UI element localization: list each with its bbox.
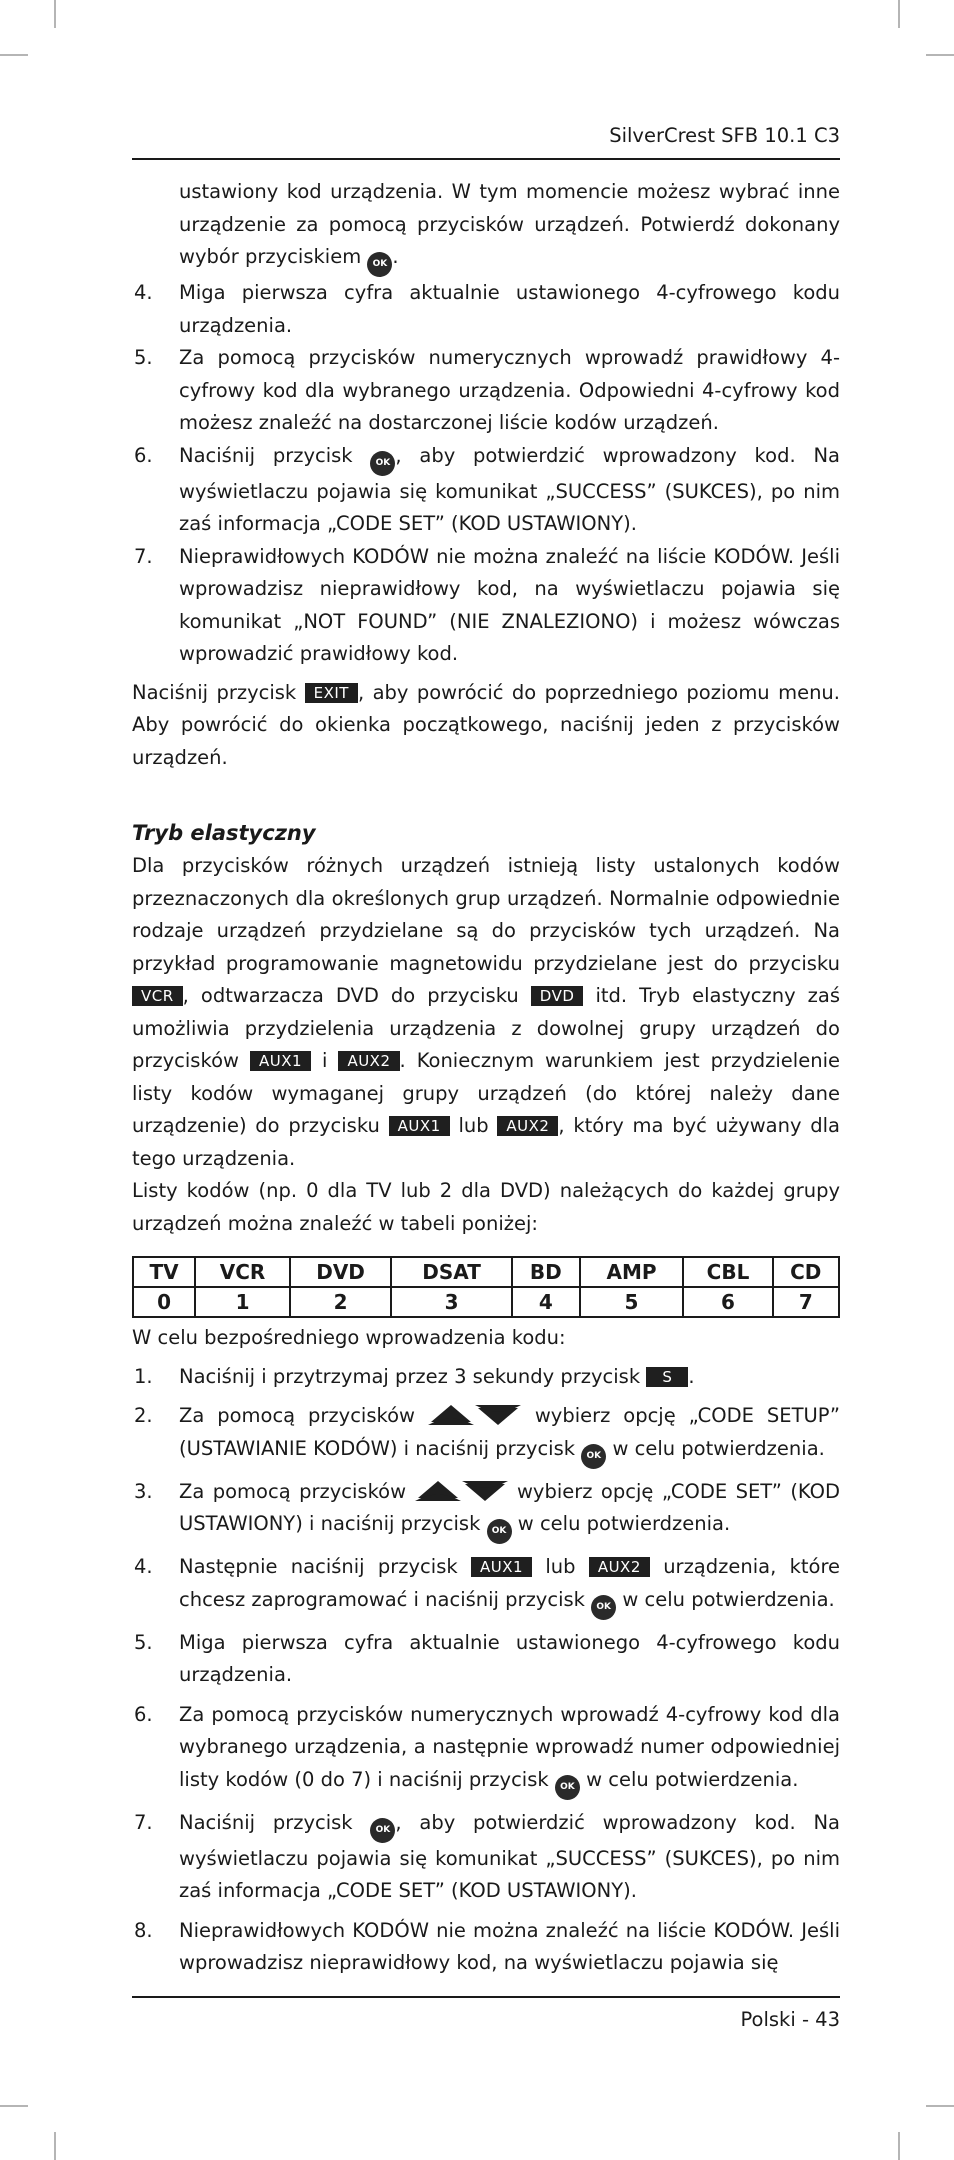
- table-cell: 3: [391, 1287, 512, 1317]
- code-table: [132, 1256, 840, 1318]
- table-cell: CBL: [683, 1257, 772, 1287]
- flex-mode-paragraph: Dla przycisków różnych urządzeń istnieją listy ustalonych kodów przeznaczonych dla określonych grup urządzeń. Normalnie odpowiednie rodzaje urządzeń przydzielane są do przycisków tych urządzeń. Na przykład programowanie magnetowidu przydzielane jest do przycisku VCR , odtwarzacza DVD do przycisku DVD itd. Tryb elastyczny zaś umożliwia przydzielenia urządzenia z dowolnej grupy urządzeń do przycisków AUX1 i AUX2 . Koniecznym warunkiem jest przydzielenie listy kodów wymaganej grupy urządzeń (do której należy dane urządzenie) do przycisku AUX1 lub AUX2 , który ma być używany dla tego urządzenia.: [132, 854, 841, 1170]
- list-item: 8. Nieprawidłowych KODÓW nie można znaleźć na liście KODÓW. Jeśli wprowadzisz nieprawidłowy kod, na wyświetlaczu pojawia się: [134, 1918, 840, 1974]
- table-row: [133, 1287, 839, 1317]
- aux1-key-icon: AUX1: [250, 1051, 311, 1071]
- ok-button-icon: OK: [555, 1775, 580, 1800]
- table-cell: 2: [290, 1287, 391, 1317]
- aux2-key-icon: AUX2: [338, 1051, 399, 1071]
- table-cell: 5: [580, 1287, 684, 1317]
- list-item: 7. Nieprawidłowych KODÓW nie można znaleźć na liście KODÓW. Jeśli wprowadzisz nieprawidłowy kod, na wyświetlaczu pojawia się komunikat „NOT FOUND” (NIE ZNALEZIONO) i możesz wówczas wprowadzić prawidłowy kod.: [134, 544, 840, 665]
- dvd-key-icon: DVD: [531, 986, 584, 1006]
- up-down-arrows-icon: [428, 1402, 522, 1428]
- ok-button-icon: OK: [487, 1519, 512, 1544]
- aux1-key-icon: AUX1: [471, 1557, 532, 1577]
- vcr-key-icon: VCR: [132, 986, 183, 1006]
- table-cell: TV: [133, 1257, 195, 1287]
- list-item: 4. Następnie naciśnij przycisk AUX1 lub AUX2 urządzenia, które chcesz zaprogramować i naciśnij przycisk OK w celu potwierdzenia.: [132, 1551, 840, 1620]
- direct-entry-intro: W celu bezpośredniego wprowadzenia kodu:: [132, 1326, 566, 1349]
- table-cell: VCR: [195, 1257, 290, 1287]
- section-title: Tryb elastyczny: [132, 821, 316, 845]
- crop-mark: [898, 2132, 900, 2160]
- list-item: 3. Za pomocą przycisków wybierz opcję „CODE SET” (KOD USTAWIONY) i naciśnij przycisk OK w celu potwierdzenia.: [132, 1476, 840, 1545]
- steps-list-direct: [132, 1361, 840, 1980]
- ok-button-icon: OK: [370, 1818, 395, 1843]
- table-cell: 0: [133, 1287, 195, 1317]
- header-rule: [132, 158, 840, 160]
- table-cell: DVD: [290, 1257, 391, 1287]
- s-key-icon: S: [646, 1367, 688, 1387]
- table-cell: 6: [683, 1287, 772, 1317]
- crop-mark: [898, 0, 900, 28]
- exit-key-icon: EXIT: [305, 683, 358, 703]
- list-item: 7. Naciśnij przycisk OK , aby potwierdzić wprowadzony kod. Na wyświetlaczu pojawia się komunikat „SUCCESS” (SUKCES), po nim zaś informacja „CODE SET” (KOD USTAWIONY).: [134, 1810, 840, 1902]
- table-cell: 4: [512, 1287, 580, 1317]
- ok-button-icon: OK: [581, 1444, 606, 1469]
- table-cell: 1: [195, 1287, 290, 1317]
- ok-button-icon: OK: [591, 1595, 616, 1620]
- footer-rule: [132, 1996, 840, 1998]
- table-cell: AMP: [580, 1257, 684, 1287]
- table-cell: 7: [773, 1287, 839, 1317]
- list-item: 4. Miga pierwsza cyfra aktualnie ustawionego 4-cyfrowego kodu urządzenia.: [134, 281, 840, 337]
- table-cell: BD: [512, 1257, 580, 1287]
- crop-mark: [0, 2105, 28, 2107]
- list-item: 6. Naciśnij przycisk OK , aby potwierdzić wprowadzony kod. Na wyświetlaczu pojawia się komunikat „SUCCESS” (SUKCES), po nim zaś informacja „CODE SET” (KOD USTAWIONY).: [134, 443, 840, 535]
- page-content: [132, 176, 840, 1987]
- list-item: 6. Za pomocą przycisków numerycznych wprowadź 4-cyfrowy kod dla wybranego urządzenia, a następnie wprowadź numer odpowiedniej listy kodów (0 do 7) i naciśnij przycisk OK w celu potwierdzenia.: [132, 1699, 840, 1800]
- list-item: 2. Za pomocą przycisków wybierz opcję „CODE SETUP” (USTAWIANIE KODÓW) i naciśnij przycisk OK w celu potwierdzenia.: [132, 1400, 840, 1469]
- crop-mark: [926, 54, 954, 56]
- up-down-arrows-icon: [415, 1478, 509, 1504]
- crop-mark: [54, 2132, 56, 2160]
- ok-button-icon: OK: [367, 252, 392, 277]
- list-item: 1. Naciśnij i przytrzymaj przez 3 sekundy przycisk S .: [134, 1364, 695, 1388]
- code-list-paragraph: Listy kodów (np. 0 dla TV lub 2 dla DVD) należących do każdej grupy urządzeń można znaleźć w tabeli poniżej:: [132, 1179, 840, 1235]
- aux2-key-icon: AUX2: [497, 1116, 558, 1136]
- crop-mark: [0, 54, 28, 56]
- table-cell: DSAT: [391, 1257, 512, 1287]
- steps-list-top: [132, 277, 840, 671]
- page-number: Polski - 43: [740, 2008, 840, 2031]
- table-header-row: [133, 1257, 839, 1287]
- exit-paragraph: Naciśnij przycisk EXIT , aby powrócić do poprzedniego poziomu menu. Aby powrócić do okienka początkowego, naciśnij jeden z przycisków urządzeń.: [132, 680, 840, 769]
- ok-button-icon: OK: [370, 451, 395, 476]
- table-cell: CD: [773, 1257, 839, 1287]
- intro-continuation: ustawiony kod urządzenia. W tym momencie możesz wybrać inne urządzenie za pomocą przycisków urządzeń. Potwierdź dokonany wybór przyciskiem OK .: [132, 176, 840, 277]
- list-item: 5. Miga pierwsza cyfra aktualnie ustawionego 4-cyfrowego kodu urządzenia.: [134, 1630, 840, 1686]
- page-header: SilverCrest SFB 10.1 C3: [609, 124, 840, 147]
- aux2-key-icon: AUX2: [589, 1557, 650, 1577]
- aux1-key-icon: AUX1: [389, 1116, 450, 1136]
- list-item: 5. Za pomocą przycisków numerycznych wprowadź prawidłowy 4-cyfrowy kod dla wybranego urządzenia. Odpowiedni 4-cyfrowy kod możesz znaleźć na dostarczonej liście kodów urządzeń.: [134, 346, 840, 434]
- crop-mark: [926, 2105, 954, 2107]
- crop-mark: [54, 0, 56, 28]
